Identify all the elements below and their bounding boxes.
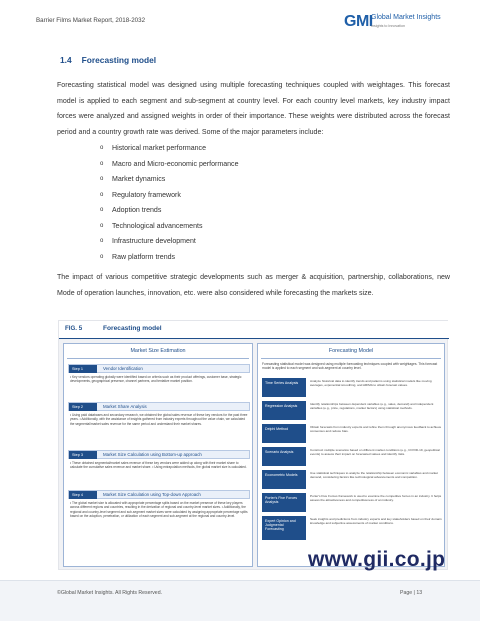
list-item: o Technological advancements <box>100 219 239 235</box>
footer-page-number: Page | 13 <box>400 590 423 596</box>
logo-mark: GMI <box>344 13 373 30</box>
method-description: Analyze historical data to identify trends and patterns using statistical models like moving averages, exponential smoothing, and ARIMA to obtain forecast values. <box>310 379 432 387</box>
panel-divider <box>261 358 441 359</box>
step-4-body: • The global market size is allocated with appropriate percentage splits based on the market presence of these key players across different regions and countries, resulting in the derivation of regional and country-level market sizes. • Additionally, the regional and country-level segment and sub-segment market sizes were calculated by assigning appropriate percentage splits based on the adoption, penetration, or utilization of each segment and sub-segment at the regional and country-level. <box>70 501 248 518</box>
gmi-logo <box>344 13 449 35</box>
method-row-econometric <box>262 470 442 489</box>
method-tag: Time Series Analysis <box>262 378 306 397</box>
method-tag: Porter's Five Forces Analysis <box>262 493 306 512</box>
list-item: o Raw platform trends <box>100 250 239 266</box>
bullet-mark: o <box>100 222 104 229</box>
bullet-mark: o <box>100 176 104 182</box>
method-row-porter <box>262 493 442 512</box>
logo-name: Global Market Insights <box>371 14 441 21</box>
method-row-scenario <box>262 447 442 466</box>
figure-divider <box>59 338 449 339</box>
list-item: o Regulatory framework <box>100 188 239 204</box>
panel-divider <box>67 358 249 359</box>
method-description: Use statistical techniques to analyze the relationship between economic variables and market demand, considering factors like technological advancements and competition. <box>310 471 438 479</box>
method-tag: Expert Opinion and Judgmental Forecasting <box>262 516 306 540</box>
intro-paragraph: Forecasting statistical model was designed using multiple forecasting techniques coupled with weightages. This forecast model is applied to each segment and sub-segment at country level. For each country level markets, key industry impact forces were analyzed and assigned weights in order of their importance. These weights were distributed across the forecast period and a country growth rate was derived. Some of the major parameters include: <box>57 82 450 136</box>
list-item: o Adoption trends <box>100 203 239 219</box>
method-description: Seek insights and predictions from industry experts and key stakeholders based on their domain knowledge and subjective assessments of market conditions. <box>310 517 442 525</box>
list-item: o Market dynamics <box>100 172 239 188</box>
logo-tagline: Insights to Innovation <box>371 24 405 28</box>
method-description: Construct multiple scenarios based on different market conditions (e.g., COVID-19, geopolitical events) to assess their impact on forecasted values and identify risks. <box>310 448 440 456</box>
step-number: Step 4 <box>69 491 97 499</box>
section-title: Forecasting model <box>81 55 157 65</box>
panel-title: Market Size Estimation <box>130 348 186 354</box>
bullet-mark: o <box>100 145 104 151</box>
figure-header <box>59 321 449 339</box>
forecasting-model-panel <box>257 343 445 567</box>
method-description: Porter's Five Forces framework is used to examine the competitive forces in an industry. It helps assess the attractiveness and competitiveness of an industry. <box>310 494 442 502</box>
list-item: o Historical market performance <box>100 141 239 157</box>
method-row-delphi <box>262 424 442 443</box>
step-1-body: • Key vendors operating globally were identified based on criteria such as their product offerings, customer base, strategic developments, geographical presence, channel partners, and tentative market position. <box>70 375 242 384</box>
parameter-list <box>100 141 239 265</box>
bullet-mark: o <box>100 191 104 198</box>
step-2-body: • Using paid databases and secondary research, we obtained the global sales revenue of these key vendors for the past three years. • Additionally, with the assistance of insights gathered from industry experts throughout the value chain, we calculated the segmental/market sales revenue for the same period and understand their market shares. <box>70 413 248 426</box>
figure-title: Forecasting model <box>103 325 162 332</box>
step-number: Step 1 <box>69 365 97 373</box>
method-description: Identify relationships between dependent variables (e.g., sales, demand) and independent variables (e.g., price, regulations, market factors) using statistical methods. <box>310 402 434 410</box>
method-row-expert-opinion <box>262 516 442 540</box>
section-heading <box>60 55 156 65</box>
method-description: Obtain forecasts from industry experts and refine them through anonymous feedback to achieve consensus and reduce bias. <box>310 425 442 433</box>
forecasting-intro: Forecasting statistical model was designed using multiple forecasting techniques coupled with weightages. This forecast model is applied to each segment and sub-segment at country level. <box>262 362 438 371</box>
bullet-mark: o <box>100 238 104 244</box>
step-4-bar <box>68 490 250 499</box>
method-row-regression <box>262 401 442 420</box>
step-number: Step 3 <box>69 451 97 459</box>
footer <box>0 581 480 621</box>
step-number: Step 2 <box>69 403 97 411</box>
bullet-mark: o <box>100 253 104 260</box>
forecasting-model-figure <box>58 320 448 570</box>
footer-copyright: ©Global Market Insights. All Rights Reserved. <box>57 590 163 596</box>
report-header-title: Barrier Films Market Report, 2018-2032 <box>36 17 146 24</box>
watermark: www.gii.co.jp <box>308 548 446 571</box>
list-item: o Macro and Micro-economic performance <box>100 157 239 173</box>
step-title: Vendor Identification <box>103 366 143 371</box>
list-item: o Infrastructure development <box>100 234 239 250</box>
section-number: 1.4 <box>60 55 72 65</box>
market-size-estimation-panel <box>63 343 253 567</box>
panel-title: Forecasting Model <box>328 348 374 354</box>
method-tag: Regression Analysis <box>262 401 306 420</box>
method-tag: Scenario Analysis <box>262 447 306 466</box>
step-2-bar <box>68 402 250 411</box>
step-title: Market Share Analysis <box>103 404 147 409</box>
step-3-bar <box>68 450 250 459</box>
step-title: Market Size Calculation using Top-down Approach <box>103 492 201 497</box>
method-row-time-series <box>262 378 442 397</box>
step-3-body: • These obtained segmental/market sales revenue of these key vendors were added up along with their market share to calculate the cumulative sales revenue and market share. • Using extrapolation methods, the global market size is calculated. <box>70 461 247 470</box>
competitive-paragraph: The impact of various competitive strategic developments such as merger & acquisition, partnership, collaborations, new Mode of operation launches, innovation, etc. were also considered while forecasting the markets size. <box>57 274 450 297</box>
bullet-mark: o <box>100 207 104 213</box>
method-tag: Econometric Models <box>262 470 306 489</box>
figure-label: FIG. 5 <box>65 325 83 332</box>
method-tag: Delphi Method <box>262 424 306 443</box>
step-title: Market Size Calculation using Bottom-up approach <box>103 452 202 457</box>
step-1-bar <box>68 364 250 373</box>
bullet-mark: o <box>100 160 104 167</box>
